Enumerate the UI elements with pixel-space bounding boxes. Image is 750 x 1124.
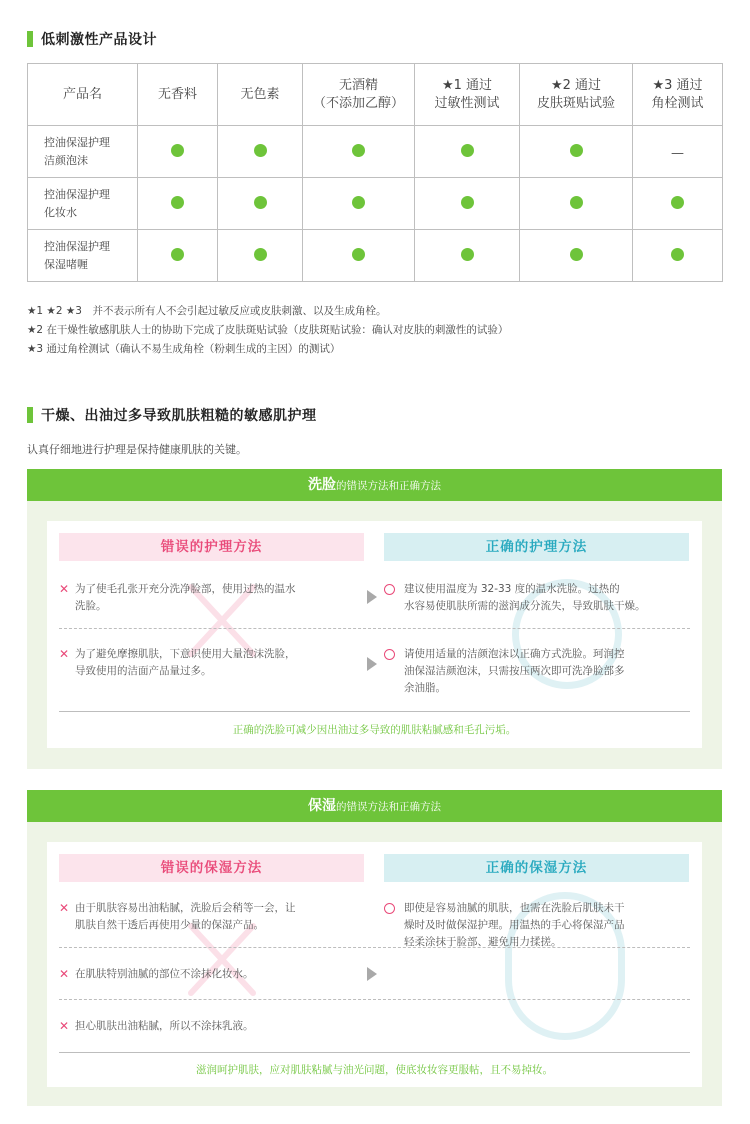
x-icon: ✕ bbox=[59, 647, 70, 661]
wash-row-1 bbox=[59, 567, 690, 629]
header-comedone-test: ★3 通过 角栓测试 bbox=[633, 64, 723, 126]
arrow-right-icon bbox=[367, 590, 377, 604]
check-dot-icon bbox=[254, 248, 267, 261]
table-footnotes bbox=[27, 302, 508, 359]
section-heading-sensitive-care bbox=[27, 405, 317, 425]
check-cell bbox=[520, 178, 633, 230]
check-dot-icon bbox=[171, 248, 184, 261]
accent-bar bbox=[27, 407, 33, 423]
table-row bbox=[28, 178, 723, 230]
check-cell bbox=[520, 230, 633, 282]
circle-icon bbox=[384, 584, 395, 595]
wash-method-panel bbox=[27, 469, 722, 769]
section-title: 干燥、出油过多导致肌肤粗糙的敏感肌护理 bbox=[41, 408, 317, 424]
table-row bbox=[28, 230, 723, 282]
check-dot-icon bbox=[570, 196, 583, 209]
right-method-title: 正确的护理方法 bbox=[384, 533, 689, 561]
check-dot-icon bbox=[254, 196, 267, 209]
circle-icon bbox=[384, 903, 395, 914]
panel-inner bbox=[47, 521, 702, 748]
x-icon: ✕ bbox=[59, 582, 70, 596]
x-icon: ✕ bbox=[59, 1019, 70, 1033]
check-cell bbox=[303, 178, 415, 230]
check-cell bbox=[415, 178, 520, 230]
check-dot-icon bbox=[352, 196, 365, 209]
panel-header: 洗脸的错误方法和正确方法 bbox=[27, 469, 722, 501]
check-cell bbox=[218, 230, 303, 282]
header-no-colorant: 无色素 bbox=[218, 64, 303, 126]
wrong-item: ✕ 在肌肤特别油腻的部位不涂抹化妆水。 bbox=[59, 967, 254, 981]
intro-text: 认真仔细地进行护理是保持健康肌肤的关键。 bbox=[27, 443, 247, 456]
product-name-cell: 控油保湿护理 保湿啫喱 bbox=[28, 230, 138, 282]
panel-footer-note: 正确的洗脸可减少因出油过多导致的肌肤粘腻感和毛孔污垢。 bbox=[59, 711, 690, 748]
check-cell bbox=[218, 126, 303, 178]
check-cell bbox=[303, 230, 415, 282]
arrow-right-icon bbox=[367, 657, 377, 671]
table-header-row bbox=[28, 64, 723, 126]
right-item: 请使用适量的洁颜泡沫以正确方式洗脸。珂润控 油保湿洁颜泡沫，只需按压两次即可洗净脸部多 余油脂。 bbox=[384, 646, 694, 697]
section-title: 低刺激性产品设计 bbox=[41, 32, 157, 48]
dash-mark: — bbox=[671, 146, 684, 161]
wash-row-2 bbox=[59, 629, 690, 709]
header-product-name: 产品名 bbox=[28, 64, 138, 126]
check-dot-icon bbox=[352, 144, 365, 157]
check-dot-icon bbox=[671, 196, 684, 209]
check-dot-icon bbox=[352, 248, 365, 261]
moisture-row-3 bbox=[59, 1000, 690, 1050]
wrong-method-title: 错误的保湿方法 bbox=[59, 854, 364, 882]
panel-inner bbox=[47, 842, 702, 1087]
moisture-row-1 bbox=[59, 888, 690, 948]
check-dot-icon bbox=[570, 248, 583, 261]
arrow-right-icon bbox=[367, 967, 377, 981]
check-cell bbox=[633, 230, 723, 282]
panel-footer-note: 滋润呵护肌肤，应对肌肤粘腻与油光问题，使底妆妆容更服帖，且不易掉妆。 bbox=[59, 1052, 690, 1087]
table-row bbox=[28, 126, 723, 178]
check-cell bbox=[138, 178, 218, 230]
wrong-item: ✕ 为了使毛孔张开充分洗净脸部，使用过热的温水 洗脸。 bbox=[59, 582, 296, 612]
check-cell bbox=[138, 126, 218, 178]
check-cell bbox=[138, 230, 218, 282]
header-patch-test: ★2 通过 皮肤斑贴试验 bbox=[520, 64, 633, 126]
right-item: 建议使用温度为 32-33 度的温水洗脸。过热的 水容易使肌肤所需的滋润成分流失，导致肌肤干燥。 bbox=[384, 581, 694, 615]
check-dot-icon bbox=[461, 196, 474, 209]
footnote: ★1 ★2 ★3 并不表示所有人不会引起过敏反应或皮肤刺激、以及生成角栓。 bbox=[27, 305, 387, 317]
panel-header: 保湿的错误方法和正确方法 bbox=[27, 790, 722, 822]
wrong-item: ✕ 由于肌肤容易出油粘腻，洗脸后会稍等一会，让 肌肤自然干透后再使用少量的保湿产品。 bbox=[59, 901, 296, 931]
check-cell bbox=[415, 230, 520, 282]
header-allergy-test: ★1 通过 过敏性测试 bbox=[415, 64, 520, 126]
check-cell bbox=[633, 178, 723, 230]
section-heading-product-design bbox=[27, 29, 157, 49]
check-cell bbox=[633, 126, 723, 178]
check-cell bbox=[303, 126, 415, 178]
x-icon: ✕ bbox=[59, 967, 70, 981]
right-item: 即使是容易油腻的肌肤，也需在洗脸后肌肤未干 燥时及时做保湿护理。用温热的手心将保湿产品 轻柔涂抹于脸部、避免用力揉搓。 bbox=[384, 900, 694, 951]
check-cell bbox=[520, 126, 633, 178]
product-name-cell: 控油保湿护理 化妆水 bbox=[28, 178, 138, 230]
check-dot-icon bbox=[671, 248, 684, 261]
check-dot-icon bbox=[461, 248, 474, 261]
header-no-alcohol: 无酒精 （不添加乙醇） bbox=[303, 64, 415, 126]
footnote: ★3 通过角栓测试（确认不易生成角栓（粉刺生成的主因）的测试） bbox=[27, 343, 341, 355]
product-name-cell: 控油保湿护理 洁颜泡沫 bbox=[28, 126, 138, 178]
right-method-title: 正确的保湿方法 bbox=[384, 854, 689, 882]
check-dot-icon bbox=[171, 196, 184, 209]
check-dot-icon bbox=[254, 144, 267, 157]
check-dot-icon bbox=[461, 144, 474, 157]
moisture-method-panel bbox=[27, 790, 722, 1106]
wrong-item: ✕ 为了避免摩擦肌肤，下意识使用大量泡沫洗脸， 导致使用的洁面产品量过多。 bbox=[59, 647, 296, 677]
wrong-method-title: 错误的护理方法 bbox=[59, 533, 364, 561]
x-icon: ✕ bbox=[59, 901, 70, 915]
check-dot-icon bbox=[171, 144, 184, 157]
moisture-row-2 bbox=[59, 948, 690, 1000]
product-comparison-table bbox=[27, 63, 723, 282]
circle-icon bbox=[384, 649, 395, 660]
check-cell bbox=[415, 126, 520, 178]
accent-bar bbox=[27, 31, 33, 47]
footnote: ★2 在干燥性敏感肌肤人士的协助下完成了皮肤斑贴试验（皮肤斑贴试验：确认对皮肤的刺激性的试验） bbox=[27, 324, 509, 336]
check-dot-icon bbox=[570, 144, 583, 157]
wrong-item: ✕ 担心肌肤出油粘腻，所以不涂抹乳液。 bbox=[59, 1019, 254, 1033]
check-cell bbox=[218, 178, 303, 230]
header-no-fragrance: 无香料 bbox=[138, 64, 218, 126]
